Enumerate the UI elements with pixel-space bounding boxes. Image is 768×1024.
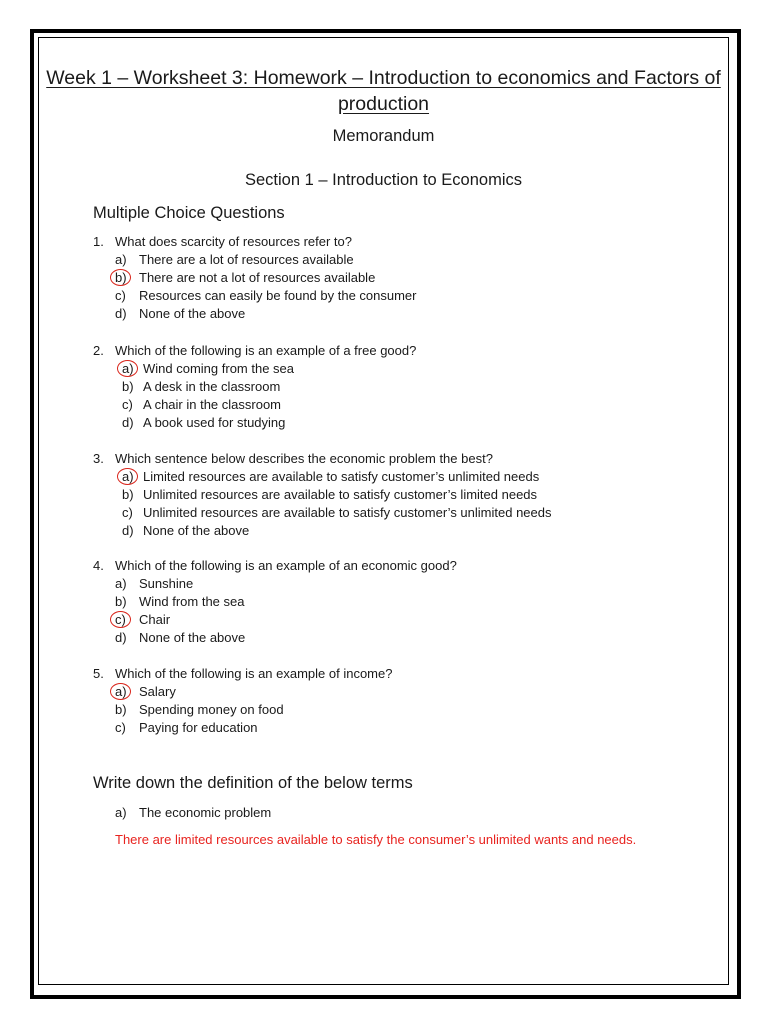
option-text: There are not a lot of resources available — [139, 270, 376, 285]
option-letter: b) — [115, 594, 127, 609]
option-text: Resources can easily be found by the consumer — [139, 288, 417, 303]
answer-circle-mark — [110, 269, 131, 286]
option-letter: b) — [122, 487, 134, 502]
answer-option — [93, 522, 713, 540]
option-text: Unlimited resources are available to satisfy customer’s unlimited needs — [143, 505, 552, 520]
option-letter: d) — [115, 630, 127, 645]
question-4 — [93, 557, 713, 647]
answer-option — [93, 683, 713, 701]
section-heading: Section 1 – Introduction to Economics — [245, 171, 522, 189]
option-letter: d) — [115, 306, 127, 321]
option-letter: c) — [122, 505, 133, 520]
option-text: Salary — [139, 684, 176, 699]
answer-option — [93, 287, 713, 305]
option-text: A book used for studying — [143, 415, 286, 430]
option-text: Sunshine — [139, 576, 194, 591]
definition-item — [115, 804, 271, 822]
question-number: 5. — [93, 666, 104, 681]
option-letter: c) — [115, 288, 126, 303]
option-text: There are a lot of resources available — [139, 252, 354, 267]
option-text: None of the above — [143, 523, 250, 538]
option-letter: a) — [115, 576, 127, 591]
question-text: Which sentence below describes the economic problem the best? — [115, 451, 493, 466]
option-text: Wind from the sea — [139, 594, 245, 609]
answer-option — [93, 305, 713, 323]
definition-answer: There are limited resources available to satisfy the consumer’s unlimited wants and needs. — [115, 832, 637, 847]
option-text: None of the above — [139, 630, 246, 645]
option-text: Wind coming from the sea — [143, 361, 295, 376]
answer-option — [93, 414, 713, 432]
option-text: Limited resources are available to satisfy customer’s unlimited needs — [143, 469, 540, 484]
option-letter: c) — [115, 720, 126, 735]
memorandum-heading: Memorandum — [332, 127, 435, 145]
question-number: 1. — [93, 234, 104, 249]
option-letter: b) — [115, 702, 127, 717]
answer-circle-mark — [117, 468, 138, 485]
option-letter: c) — [115, 612, 126, 627]
question-2 — [93, 342, 713, 432]
answer-option — [93, 701, 713, 719]
option-letter: a) — [115, 684, 127, 699]
question-number: 3. — [93, 451, 104, 466]
option-letter: d) — [122, 415, 134, 430]
answer-option — [93, 396, 713, 414]
question-5 — [93, 665, 713, 737]
answer-circle-mark — [110, 683, 131, 700]
question-text: Which of the following is an example of a free good? — [115, 343, 417, 358]
question-number: 4. — [93, 558, 104, 573]
definition-item-letter: a) — [115, 805, 127, 820]
answer-option — [93, 611, 713, 629]
option-letter: a) — [115, 252, 127, 267]
option-text: A chair in the classroom — [143, 397, 282, 412]
answer-option — [93, 251, 713, 269]
option-text: Chair — [139, 612, 171, 627]
answer-option — [93, 468, 713, 486]
definition-heading: Write down the definition of the below terms — [93, 774, 413, 792]
option-text: None of the above — [139, 306, 246, 321]
answer-option — [93, 486, 713, 504]
mcq-heading: Multiple Choice Questions — [93, 204, 285, 222]
option-text: Paying for education — [139, 720, 258, 735]
answer-option — [93, 504, 713, 522]
question-text: What does scarcity of resources refer to? — [115, 234, 352, 249]
question-stem — [93, 233, 713, 251]
question-stem — [93, 450, 713, 468]
question-stem — [93, 557, 713, 575]
option-letter: b) — [115, 270, 127, 285]
answer-option — [93, 593, 713, 611]
option-letter: a) — [122, 361, 134, 376]
question-number: 2. — [93, 343, 104, 358]
answer-option — [93, 360, 713, 378]
document-title: Week 1 – Worksheet 3: Homework – Introduction to economics and Factors of production — [46, 67, 721, 115]
option-text: Spending money on food — [139, 702, 284, 717]
option-text: Unlimited resources are available to satisfy customer’s limited needs — [143, 487, 538, 502]
answer-option — [93, 629, 713, 647]
answer-circle-mark — [117, 360, 138, 377]
option-letter: d) — [122, 523, 134, 538]
option-letter: a) — [122, 469, 134, 484]
question-3 — [93, 450, 713, 540]
answer-option — [93, 378, 713, 396]
option-text: A desk in the classroom — [143, 379, 281, 394]
question-text: Which of the following is an example of income? — [115, 666, 393, 681]
answer-option — [93, 719, 713, 737]
question-stem — [93, 665, 713, 683]
option-letter: b) — [122, 379, 134, 394]
definition-item-text: The economic problem — [139, 805, 272, 820]
option-letter: c) — [122, 397, 133, 412]
question-stem — [93, 342, 713, 360]
question-1 — [93, 233, 713, 323]
question-text: Which of the following is an example of an economic good? — [115, 558, 457, 573]
answer-option — [93, 575, 713, 593]
answer-circle-mark — [110, 611, 131, 628]
answer-option — [93, 269, 713, 287]
